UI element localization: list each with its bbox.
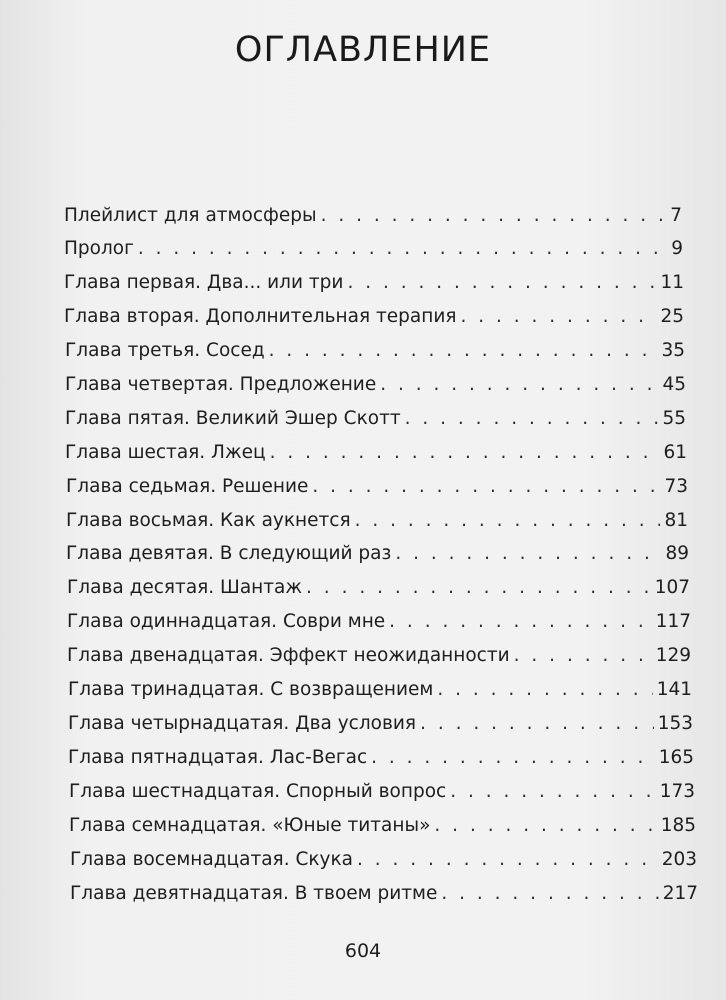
toc-entry bbox=[66, 542, 689, 566]
toc-entry-page: 117 bbox=[655, 611, 691, 632]
toc-entry bbox=[67, 644, 691, 668]
toc-dot-leader bbox=[420, 712, 654, 736]
toc-entry bbox=[64, 305, 684, 329]
toc-entry-page: 141 bbox=[656, 679, 692, 700]
toc-entry bbox=[68, 678, 692, 702]
toc-dot-leader bbox=[312, 475, 660, 499]
toc-entry-title: Пролог bbox=[64, 238, 134, 259]
toc-dot-leader bbox=[355, 509, 661, 533]
toc-entry-title: Глава шестая. Лжец bbox=[65, 442, 266, 463]
toc-entry bbox=[64, 271, 684, 295]
toc-dot-leader bbox=[371, 746, 655, 770]
toc-dot-leader bbox=[450, 780, 655, 804]
page-title: ОГЛАВЛЕНИЕ bbox=[234, 30, 492, 70]
toc-entry-page: 73 bbox=[664, 476, 688, 497]
toc-dot-leader bbox=[321, 204, 667, 228]
toc-dot-leader bbox=[434, 814, 656, 838]
toc-entry bbox=[65, 339, 685, 363]
toc-entry bbox=[70, 882, 698, 906]
toc-dot-leader bbox=[441, 882, 658, 906]
toc-entry bbox=[69, 814, 696, 838]
toc-dot-leader bbox=[514, 644, 652, 668]
toc-entry bbox=[65, 373, 686, 397]
toc-entry-page: 25 bbox=[660, 306, 684, 327]
page-number: 604 bbox=[344, 940, 382, 962]
toc-dot-leader bbox=[437, 678, 652, 702]
toc-dot-leader bbox=[405, 407, 659, 431]
toc-entry-page: 89 bbox=[665, 543, 689, 564]
toc-entry-page: 61 bbox=[663, 442, 687, 463]
toc-entry bbox=[64, 237, 683, 261]
toc-dot-leader bbox=[460, 305, 656, 329]
toc-entry-title: Глава третья. Сосед bbox=[65, 340, 265, 361]
toc-entry-page: 81 bbox=[664, 510, 688, 531]
toc-entry bbox=[65, 441, 687, 465]
toc-entry bbox=[67, 576, 690, 600]
toc-entry-title: Глава первая. Два... или три bbox=[64, 272, 344, 293]
toc-dot-leader bbox=[306, 576, 651, 600]
toc-entry-title: Глава десятая. Шантаж bbox=[67, 577, 303, 598]
toc-entry bbox=[66, 475, 688, 499]
toc-entry-page: 7 bbox=[670, 205, 682, 226]
toc-entry bbox=[70, 848, 697, 872]
toc-entry bbox=[68, 746, 694, 770]
toc-entry bbox=[66, 509, 688, 533]
toc-dot-leader bbox=[395, 542, 661, 566]
toc-entry-page: 45 bbox=[662, 374, 686, 395]
toc-entry-title: Глава семнадцатая. «Юные титаны» bbox=[69, 815, 431, 836]
toc-entry bbox=[68, 712, 693, 736]
toc-entry-page: 217 bbox=[662, 883, 698, 904]
toc-entry bbox=[67, 610, 691, 634]
toc-entry-title: Глава шестнадцатая. Спорный вопрос bbox=[69, 781, 447, 802]
toc-entry-title: Плейлист для атмосферы bbox=[64, 205, 317, 226]
toc-entry-title: Глава девятая. В следующий раз bbox=[66, 543, 392, 564]
toc-entry bbox=[64, 204, 682, 228]
toc-entry-title: Глава одиннадцатая. Соври мне bbox=[67, 611, 386, 632]
toc-entry-title: Глава четвертая. Предложение bbox=[65, 374, 377, 395]
toc-entry-page: 107 bbox=[654, 577, 690, 598]
toc-entry-page: 153 bbox=[657, 713, 693, 734]
toc-entry-title: Глава двенадцатая. Эффект неожиданности bbox=[67, 645, 510, 666]
toc-entry bbox=[65, 407, 686, 431]
toc-entry-title: Глава девятнадцатая. В твоем ритме bbox=[70, 883, 438, 904]
toc-entry-page: 11 bbox=[660, 272, 684, 293]
toc-dot-leader bbox=[347, 271, 656, 295]
toc-entry-page: 165 bbox=[658, 747, 694, 768]
toc-entry-page: 129 bbox=[655, 645, 691, 666]
toc-entry-title: Глава четырнадцатая. Два условия bbox=[68, 713, 417, 734]
toc-dot-leader bbox=[270, 441, 660, 465]
toc-entry-title: Глава восемнадцатая. Скука bbox=[70, 849, 354, 870]
toc-entry-title: Глава пятнадцатая. Лас-Вегас bbox=[68, 747, 368, 768]
toc-entry-page: 203 bbox=[661, 849, 697, 870]
toc-entry-page: 185 bbox=[660, 815, 696, 836]
toc-entry-title: Глава восьмая. Как аукнется bbox=[66, 510, 351, 531]
toc-entry-title: Глава седьмая. Решение bbox=[66, 476, 309, 497]
toc-entry-page: 9 bbox=[671, 238, 683, 259]
toc-dot-leader bbox=[357, 848, 658, 872]
toc-entry-page: 55 bbox=[662, 408, 686, 429]
toc-entry-page: 35 bbox=[661, 340, 685, 361]
toc-dot-leader bbox=[389, 610, 652, 634]
toc-entry-page: 173 bbox=[659, 781, 695, 802]
toc-dot-leader bbox=[269, 339, 658, 363]
toc-entry-title: Глава вторая. Дополнительная терапия bbox=[64, 306, 457, 327]
toc-dot-leader bbox=[138, 237, 667, 261]
toc-entry-title: Глава пятая. Великий Эшер Скотт bbox=[65, 408, 401, 429]
toc-entry bbox=[69, 780, 695, 804]
toc-entry-title: Глава тринадцатая. С возвращением bbox=[68, 679, 434, 700]
toc-dot-leader bbox=[380, 373, 658, 397]
